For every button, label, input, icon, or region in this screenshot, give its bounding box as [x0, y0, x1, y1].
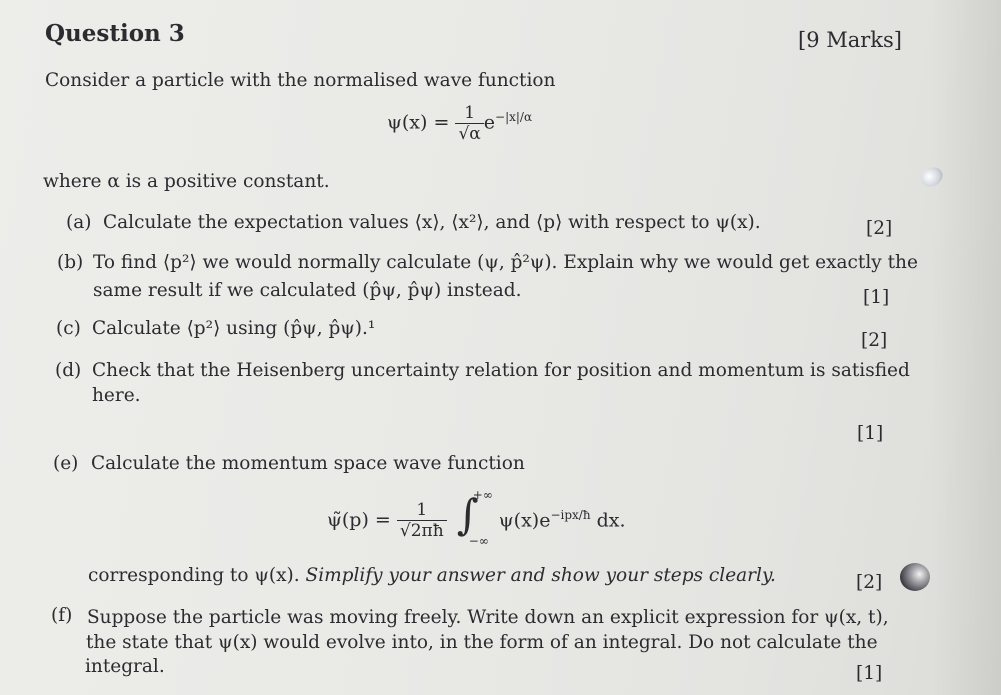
item-f-text-line1: Suppose the particle was moving freely. Write down an explicit expression for ψ(x, t),	[87, 607, 889, 628]
item-a-text: Calculate the expectation values ⟨x⟩, ⟨x²⟩, and ⟨p⟩ with respect to ψ(x).	[103, 212, 761, 233]
integrand	[499, 508, 626, 531]
momentum-wave-function-equation	[327, 490, 626, 550]
item-d-letter: (d)	[55, 360, 82, 381]
integral-block	[453, 490, 493, 550]
page-edge-shadow	[931, 0, 1001, 695]
item-e-letter: (e)	[53, 453, 79, 474]
item-e-text: Calculate the momentum space wave function	[91, 453, 525, 474]
integrand-base: ψ(x)e	[498, 509, 551, 532]
item-f-letter: (f)	[51, 605, 73, 626]
item-e-after-italic: Simplify your answer and show your steps clearly.	[305, 565, 776, 586]
equation-lhs-e: ψ̃(p) =	[327, 509, 391, 531]
item-a-marks: [2]	[866, 218, 893, 239]
item-f-marks: [1]	[856, 663, 883, 684]
equation-lhs: ψ(x) =	[387, 111, 450, 134]
item-e-after	[88, 565, 776, 586]
item-d-marks: [1]	[857, 423, 884, 444]
integral-sign: ∫	[456, 490, 479, 539]
integrand-exp: −ipx/ħ	[550, 508, 591, 523]
fraction-denominator: √α	[458, 124, 481, 144]
fraction-numerator: 1	[455, 103, 483, 124]
item-c-marks: [2]	[861, 330, 888, 351]
item-c-text: Calculate ⟨p²⟩ using (p̂ψ, p̂ψ).¹	[92, 318, 376, 339]
question-total-marks: [9 Marks]	[798, 28, 902, 52]
integral-lower-limit: −∞	[468, 534, 489, 548]
question-title: Question 3	[45, 20, 185, 47]
item-e-after-plain: corresponding to ψ(x).	[88, 565, 306, 586]
item-b-text-line1: To find ⟨p²⟩ we would normally calculate (ψ, p̂²ψ). Explain why we would get exactly the	[93, 252, 918, 273]
item-d-text-line1: Check that the Heisenberg uncertainty relation for position and momentum is satisfied	[92, 360, 910, 381]
equation-fraction	[455, 103, 483, 144]
equation-fraction-e	[397, 500, 447, 541]
item-b-marks: [1]	[863, 287, 890, 308]
item-a-letter: (a)	[66, 212, 92, 233]
integrand-dx: dx.	[590, 509, 626, 532]
wave-function-equation	[387, 103, 532, 144]
intro-line: Consider a particle with the normalised wave function	[45, 70, 556, 91]
item-f-text-line3: integral.	[85, 656, 165, 677]
fraction-numerator-e: 1	[397, 500, 447, 521]
item-b-letter: (b)	[57, 252, 84, 273]
item-c-letter: (c)	[56, 318, 81, 339]
item-f-text-line2: the state that ψ(x) would evolve into, in the form of an integral. Do not calculate the	[86, 632, 878, 653]
item-b-text-line2: same result if we calculated (p̂ψ, p̂ψ) instead.	[93, 280, 522, 301]
exp-base: e	[483, 111, 496, 134]
integral-upper-limit: +∞	[472, 488, 493, 502]
where-line: where α is a positive constant.	[43, 171, 330, 192]
item-d-text-line2: here.	[92, 385, 141, 406]
fraction-denominator-e: √2πħ	[399, 520, 444, 541]
exp-power: −|x|/α	[495, 110, 533, 125]
item-e-marks: [2]	[856, 572, 883, 593]
punch-hole	[900, 563, 930, 591]
